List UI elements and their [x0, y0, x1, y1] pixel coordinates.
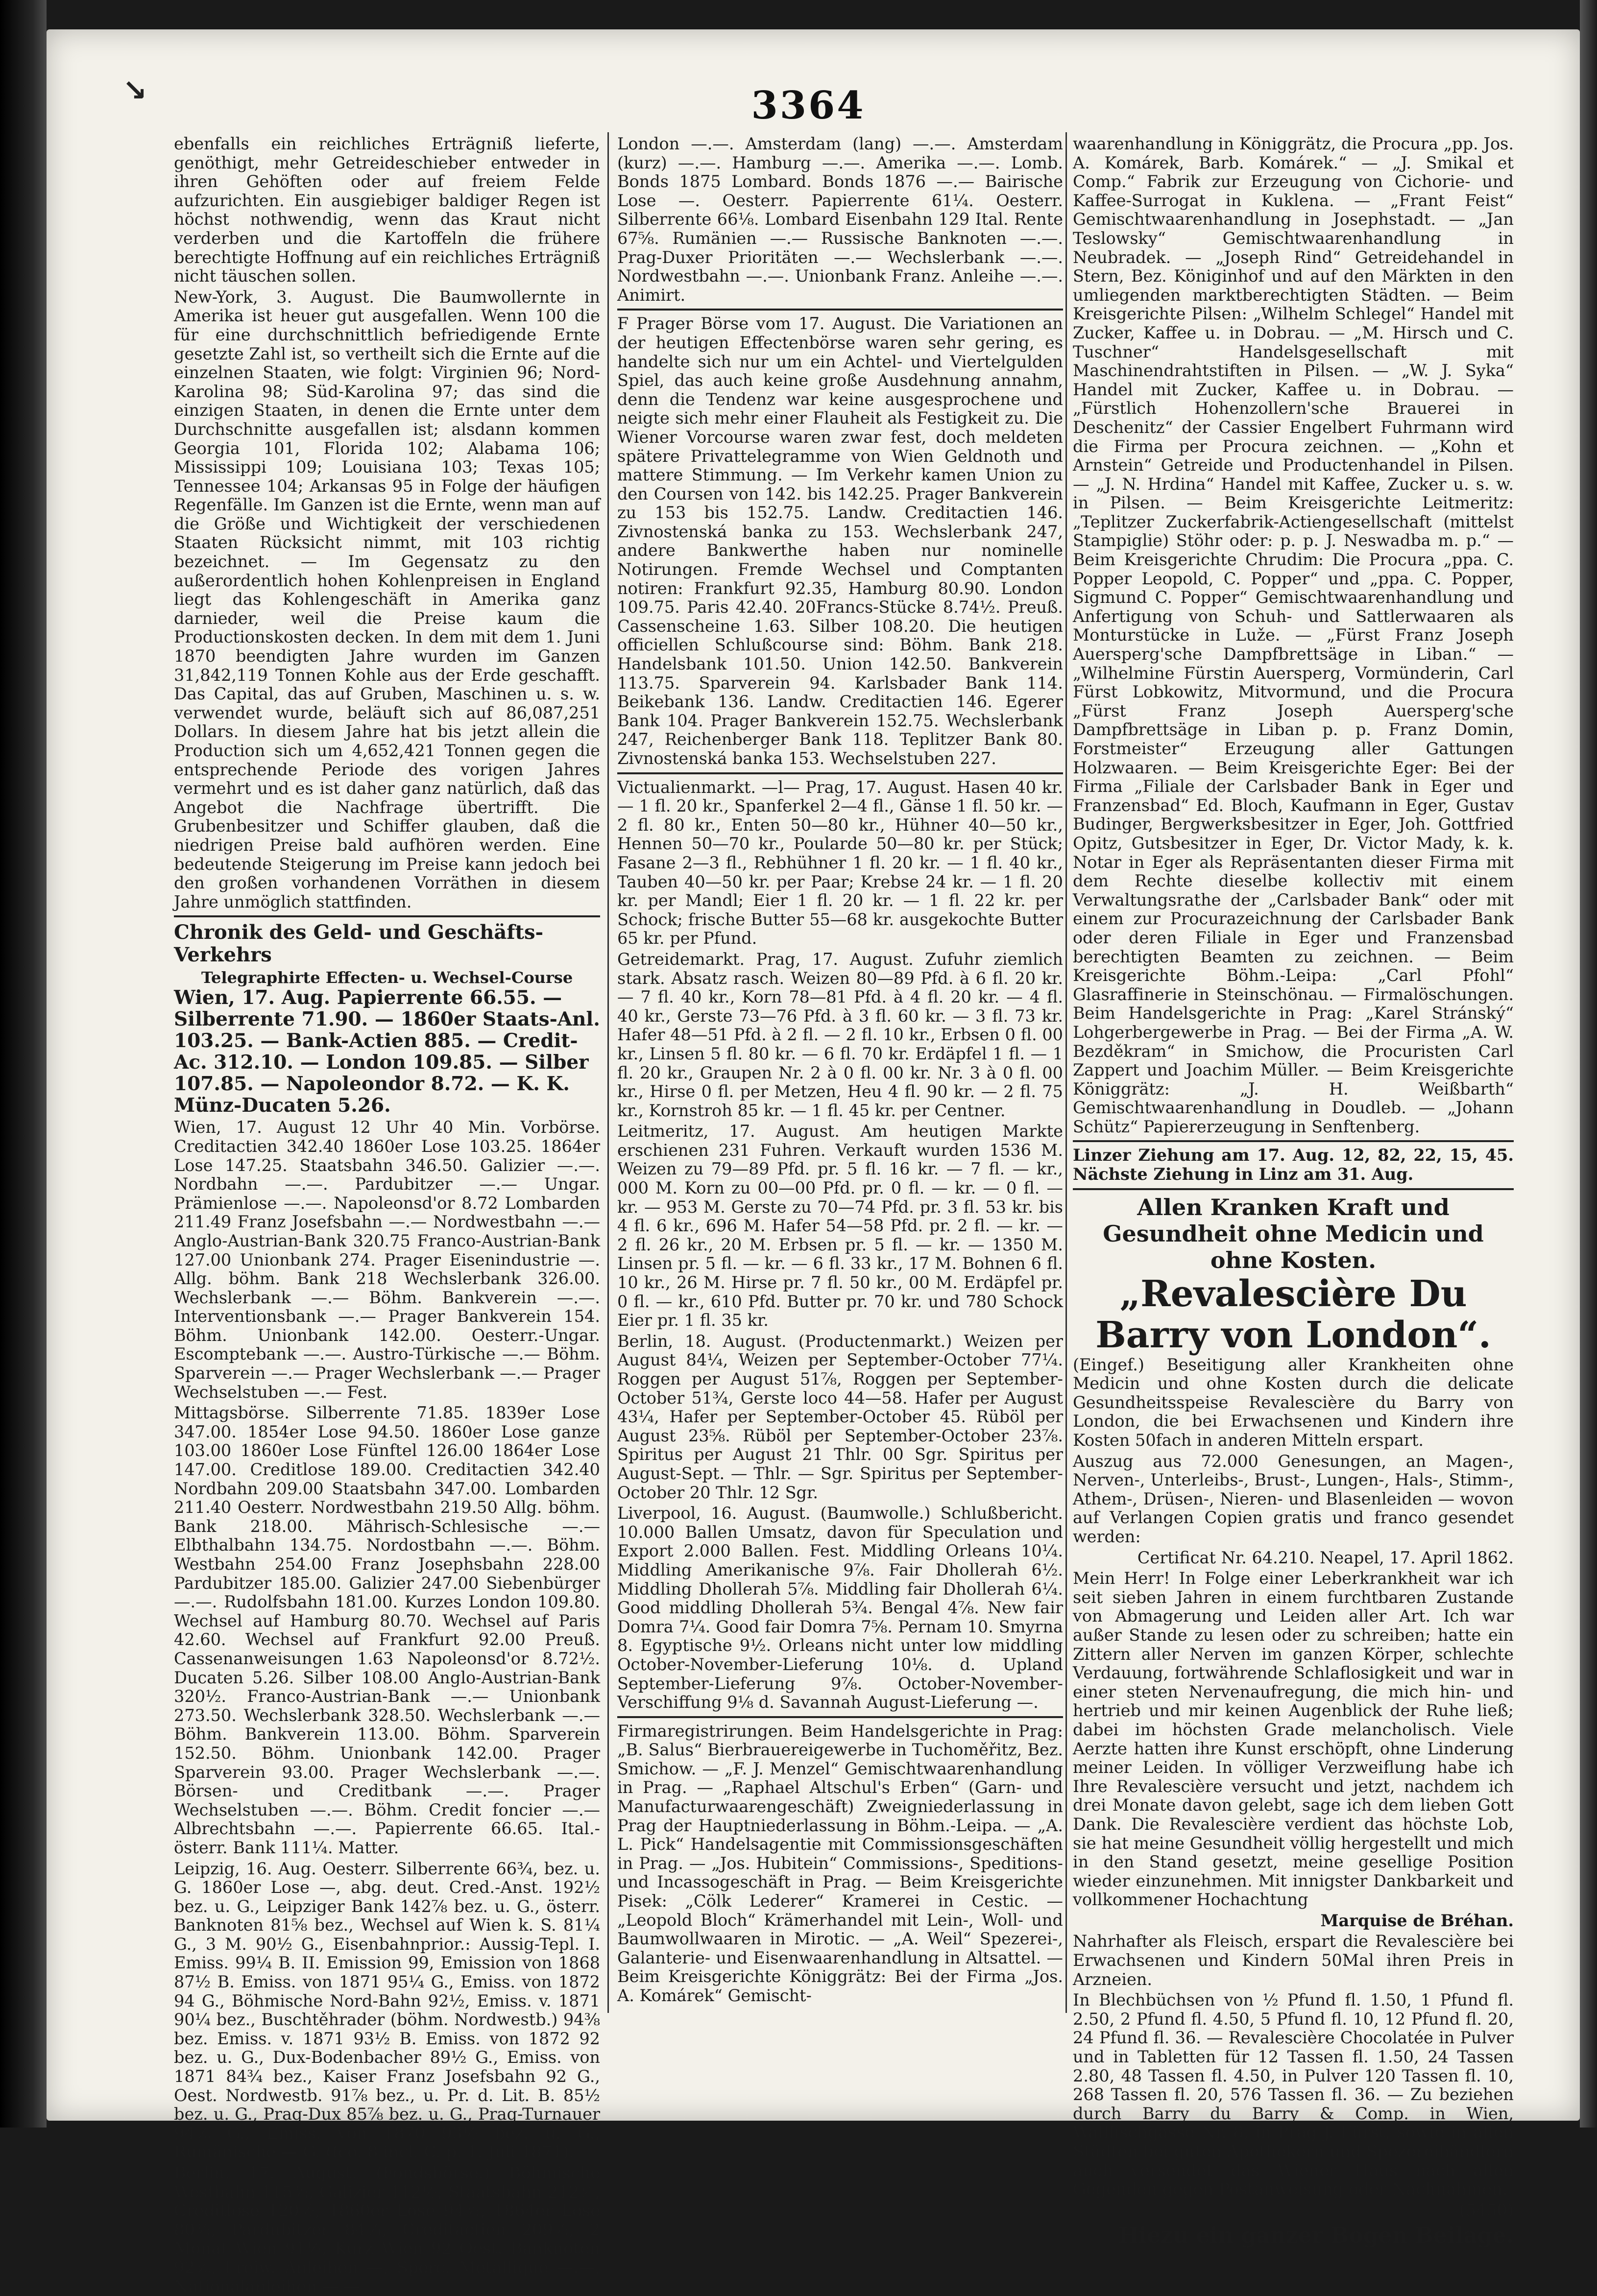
section-divider — [617, 1716, 1063, 1718]
leipzig-report: Leipzig, 16. Aug. Oesterr. Silberrente 66¾, bez. u. G. 1860er Lose —, abg. deut. Cred.-Anst. 192½ bez. u. G., Leipziger Bank 142⅞ bez. u. G., österr. Banknoten 81⅝ bez., Wechsel auf Wien k. S. 81¼ G., 3 M. 90½ G., Eisenbahnprior.: Aussig-Tepl. I. Emiss. 99¼ B. II. Emission 99, Emission von 1868 87½ B. Emiss. von 1871 95¼ G., Emiss. von 1872 94 G., Böhmische Nord-Bahn 92½, Emiss. v. 1871 90¼ bez., Buschtěhrader (böhm. Nordwestb.) 94⅜ bez. Emiss. v. 1871 93½ B. Emiss. von 1872 92 bez. u. G., Dux-Bodenbacher 89½ G., Emiss. von 1871 84¾ bez., Kaiser Franz Josefsbahn 92 G., Oest. Nordwestb. 91⅞ bez., u. Pr. d. Lit. B. 85½ bez. u. G., Prag-Dux 85⅞ bez. u. G., Prag-Turnauer 94⅛ G., Emiss. von 1870 93½ bez. u. G., Rumänische — G. (fco. 8 incl. C. p. 1. Juli 1871). — [174, 1859, 600, 2162]
ad-certificate: Certificat Nr. 64.210. Neapel, 17. April 1862. — [1137, 1548, 1514, 1567]
leitmeritz-market: Leitmeritz, 17. August. Am heutigen Markte erschienen 231 Fuhren. Verkauft wurden 1536 M. Weizen zu 79—89 Pfd. pr. 5 fl. 16 kr. — 7 fl. — kr., 000 M. Korn zu 00—00 Pfd. pr. 0 fl. — kr. — 0 fl. — kr. — 953 M. Gerste zu 70—74 Pfd. pr. 3 fl. 53 kr. bis 4 fl. 6 kr., 696 M. Hafer 54—58 Pfd. pr. 2 fl. — kr. — 2 fl. 26 kr., 20 M. Erbsen pr. 5 fl. — kr. — 1350 M. Linsen pr. 5 fl. — kr. — 6 fl. 33 kr., 17 M. Bohnen 6 fl. 10 kr., 26 M. Hirse pr. 7 fl. 50 kr., 00 M. Erdäpfel pr. 0 fl. — kr., 610 Pfd. Butter pr. 70 kr. und 780 Schock Eier pr. 1 fl. 35 kr. — [617, 1122, 1063, 1330]
column-divider-1 — [607, 132, 609, 2013]
ad-excerpt: Auszug aus 72.000 Genesungen, an Magen-, Nerven-, Unterleibs-, Brust-, Lungen-, Hals-, Stimm-, Athem-, Drüsen-, Nieren- und Blasenleiden — wovon auf Verlangen Copien gratis und franco gesendet werden: — [1073, 1451, 1514, 1546]
section-divider — [1073, 1188, 1514, 1190]
ad-intro: (Eingef.) Beseitigung aller Krankheiten ohne Medicin und ohne Kosten durch die delicate Gesundheitsspeise Revalescière du Barry von London, die bei Erwachsenen und Kindern ihre Kosten 50fach in anderen Mitteln erspart. — [1073, 1355, 1514, 1450]
column-divider-2 — [1065, 132, 1067, 2013]
column-2 — [617, 135, 1063, 2055]
ad-headline: Allen Kranken Kraft und Gesundheit ohne Medicin und ohne Kosten. — [1103, 1194, 1484, 1273]
ad-number: (5450) — [1459, 2200, 1514, 2220]
column-3 — [1073, 134, 1514, 2248]
ad-prices: In Blechbüchsen von ½ Pfund fl. 1.50, 1 Pfund fl. 2.50, 2 Pfund fl. 4.50, 5 Pfund fl. 10, 12 Pfund fl. 20, 24 Pfund fl. 36. — Revalescière Chocolatée in Pulver und in Tabletten für 12 Tassen fl. 1.50, 24 Tassen 2.80, 48 Tassen fl. 4.50, in Pulver 120 Tassen fl. 10, 268 Tassen fl. 20, 576 Tassen fl. 36. — Zu beziehen durch Barry du Barry & Comp. in Wien, Wallfischgasse Nr. 8, in Prag J. Fürst, sowie in allen Städten bei guten Apothekern und Spezereihändlern auch versendet das Wiener Haus nach allen Gegenden gegen Postanweisung oder Nachnahmen. — [1073, 1990, 1514, 2199]
telegraph-quotes: Wien, 17. Aug. Papierrente 66.55. — Silberrente 71.90. — 1860er Staats-Anl. 103.25. — Bank-Actien 885. — Credit-Ac. 312.10. — London 109.85. — Silber 107.85. — Napoleondor 8.72. — K. K. Münz-Ducaten 5.26. — [174, 986, 600, 1117]
ad-product-title: „Revalescière Du Barry von London“. — [1095, 1272, 1491, 1356]
section-divider — [617, 772, 1063, 774]
agri-report-text: ebenfalls ein reichliches Erträgniß lieferte, genöthigt, mehr Getreideschieber entweder in ihren Gehöften oder auf freiem Felde aufzurichten. Ein ausgiebiger baldiger Regen ist höchst nothwendig, wenn das Kraut nicht verderben und die Kartoffeln die frühere berechtigte Hoffnung auf ein reichliches Erträgniß nicht täuschen sollen. — [174, 134, 600, 286]
section-divider — [617, 309, 1063, 311]
berlin-fonds-report: Berlin, 17. August. (Fondsbörse.) Böhmische Westbahn 115¾, Galizier 112½, Staatsbahn 212¾, Creditlose 120½, 1860er Lose 94¾, 1864er Lose 80¾, Pardubitzer 84¼, Creditactien 209¼, 2 Monat Wien 91½, Kurz Wien 92 Oest. Banknoten 92⅝, Freiw. Anleihen —, Sperc. Metallique —.—, Nationalanleihen —.— — [174, 2163, 600, 2296]
newyork-report: New-York, 3. August. Die Baumwollernte in Amerika ist heuer gut ausgefallen. Wenn 100 die für eine durchschnittlich befriedigende Ernte gesetzte Zahl ist, so vertheilt sich die Ernte auf die einzelnen Staaten, wie folgt: Virginien 96; Nord-Karolina 98; Süd-Karolina 97; das sind die einzigen Staaten, in denen die Ernte unter dem Durchschnitte ausgefallen ist; alsdann kommen Georgia 101, Florida 102; Alabama 106; Mississippi 109; Louisiana 103; Texas 105; Tennessee 104; Arkansas 95 in Folge der häufigen Regenfälle. Im Ganzen ist die Ernte, wenn man auf die Größe und Wichtigkeit der verschiedenen Staaten Rücksicht nimmt, mit 103 richtig bezeichnet. — Im Gegensatz zu den außerordentlich hohen Kohlenpreisen in England liegt das Kohlengeschäft in Amerika ganz darnieder, weil die Preise kaum die Productionskosten decken. In dem mit dem 1. Juni 1870 beendigten Jahre wurden im Ganzen 31,842,119 Tonnen Kohle aus der Erde geschafft. Das Capital, das auf Gruben, Maschinen u. s. w. verwendet wurde, beläuft sich auf 86,087,251 Dollars. In diesem Jahre hat bis jetzt allein die Production sich um 4,652,421 Tonnen gegen die entsprechende Periode des vorigen Jahres vermehrt und es ist daher ganz natürlich, daß das Angebot die Nachfrage übertrifft. Die Grubenbesitzer und Schiffer glauben, daß die niedrigen Preise bald aufhören werden. Eine bedeutende Steigerung im Preise kann jedoch bei den großen vorhandenen Vorräthen in diesem Jahre unmöglich stattfinden. — [174, 287, 600, 911]
firm-registrations-cont: waarenhandlung in Königgrätz, die Procura „pp. Jos. A. Komárek, Barb. Komárek.“ — „J. Smikal et Comp.“ Fabrik zur Erzeugung von Cichorie- und Kaffee-Surrogat in Kuklena. — „Frant Feist“ Gemischtwaarenhandlung in Josephstadt. — „Jan Teslowsky“ Gemischtwaarenhandlung in Neubradek. — „Joseph Rind“ Getreidehandel in Stern, Bez. Königinhof und auf den Märkten in den umliegenden marktberechtigten Städten. — Beim Kreisgerichte Pilsen: „Wilhelm Schlegel“ Handel mit Zucker, Kaffee u. in Dobrau. — „M. Hirsch und C. Tuschner“ Handelsgesellschaft mit Maschinendrahtstiften in Pilsen. — „W. J. Syka“ Handel mit Zucker, Kaffee u. in Dobrau. — „Fürstlich Hohenzollern'sche Brauerei in Deschenitz“ der Cassier Engelbert Fuhrmann wird die Firma per Procura zeichnen. — „Kohn et Arnstein“ Getreide und Productenhandel in Pilsen. — „J. N. Hrdina“ Handel mit Kaffee, Zucker u. s. w. in Pilsen. — Beim Kreisgerichte Leitmeritz: „Teplitzer Zuckerfabrik-Actiengesellschaft (mittelst Stampiglie) Stöhr oder: p. p. J. Neswadba m. p.“ — Beim Kreisgerichte Chrudim: Die Procura „ppa. C. Popper Leopold, C. Popper“ und „ppa. C. Popper, Sigmund C. Popper“ Gemischtwaarenhandlung und Anfertigung von Schuh- und Sattlerwaaren als Monturstücke in Luže. — „Fürst Franz Joseph Auersperg'sche Dampfbrettsäge in Liban.“ — „Wilhelmine Fürstin Auersperg, Vormünderin, Carl Fürst Lobkowitz, Mitvormund, und die Procura „Fürst Franz Joseph Auersperg'sche Dampfbrettsäge in Liban p. p. Franz Domin, Forstmeister“ Erzeugung aller Gattungen Holzwaaren. — Beim Kreisgerichte Eger: Bei der Firma „Filiale der Carlsbader Bank in Eger und Franzensbad“ Ed. Bloch, Kaufmann in Eger, Gustav Budinger, Bergwerksbesitzer in Eger, Joh. Gottfried Opitz, Gutsbesitzer in Eger, Dr. Victor Mady, k. k. Notar in Eger als Repräsentanten dieser Firma mit dem Rechte dieselbe kollectiv mit einem Verwaltungsrathe der „Carlsbader Bank“ oder mit einem zur Procurazeichnung der Carlsbader Bank oder deren Filiale in Eger und Franzensbad berechtigten Beamten zu zeichnen. — Beim Kreisgerichte Böhm.-Leipa: „Carl Pfohl“ Glasraffinerie in Steinschönau. — Firmalöschungen. Beim Handelsgerichte in Prag: „Karel Stránský“ Lohgerbergewerbe in Prag. — Bei der Firma „A. W. Bezděkram“ in Smichow, die Procuristen Carl Zappert und Joachim Müller. — Beim Kreisgerichte Königgrätz: „J. H. Weißbarth“ Gemischtwaarenhandlung in Doudleb. — „Johann Schütz“ Papiererzeugung in Senftenberg. — [1073, 134, 1514, 1136]
ad-nutrition: Nahrhafter als Fleisch, erspart die Revalescière bei Erwachsenen und Kindern 50Mal ihren Preis in Arzneien. — [1073, 1932, 1514, 1989]
ad-testimonial: Mein Herr! In Folge einer Leberkrankheit war ich seit sieben Jahren in einem furchtbaren Zustande von Abmagerung und Leiden aller Art. Ich war außer Stande zu lesen oder zu schreiben; hatte ein Zittern aller Nerven im ganzen Körper, schlechte Verdauung, fortwährende Schlaflosigkeit und war in einer steten Nervenaufregung, die mich hin- und hertrieb und mir keinen Augenblick der Ruhe ließ; dabei im höchsten Grade melancholisch. Viele Aerzte hatten ihre Kunst erschöpft, ohne Linderung meiner Leiden. In völliger Verzweiflung habe ich Ihre Revalescière versucht und jetzt, nachdem ich drei Monate davon gelebt, sage ich dem lieben Gott Dank. Die Revalescière verdient das höchste Lob, sie hat meine Gesundheit völlig hergestellt und mich in den Stand gesetzt, meine gesellige Position wieder einzunehmen. Mit innigster Dankbarkeit und vollkommener Hochachtung — [1073, 1569, 1514, 1910]
subheading-telegraph: Telegraphirte Effecten- u. Wechsel-Course — [201, 968, 573, 987]
prague-bourse-report: F Prager Börse vom 17. August. Die Variationen an der heutigen Effectenbörse waren sehr gering, es handelte sich nur um ein Achtel- und Viertelgulden Spiel, das auch keine große Ausdehnung annahm, denn die Tendenz war keine ausgesprochene und neigte sich mehr einer Flauheit als Festigkeit zu. Die Wiener Vorcourse waren zwar fest, doch meldeten spätere Privattelegramme von Wien Geldnoth und mattere Stimmung. — Im Verkehr kamen Union zu den Coursen von 142. bis 142.25. Prager Bankverein zu 153 bis 152.75. Landw. Creditactien 146. Zivnostenská banka zu 153. Wechslerbank 247, andere Bankwerthe haben nur nominelle Notirungen. Fremde Wechsel und Comptanten notiren: Frankfurt 92.35, Hamburg 80.90. London 109.75. Paris 42.40. 20Francs-Stücke 8.74½. Preuß. Cassenscheine 1.63. Silber 108.20. Die heutigen officiellen Schlußcourse sind: Böhm. Bank 218. Handelsbank 101.50. Union 142.50. Bankverein 113.75. Sparverein 94. Karlsbader Bank 114. Beikebank 136. Landw. Creditactien 146. Egerer Bank 104. Prager Bankverein 152.75. Wechslerbank 247, Reichenberger Bank 118. Teplitzer Bank 80. Zivnostenská banka 153. Wechselstuben 227. — [617, 314, 1063, 768]
ad-signature: Marquise de Bréhan. — [1320, 1911, 1514, 1930]
page-number: 3364 — [751, 83, 866, 128]
section-divider — [174, 915, 600, 917]
liverpool-cotton: Liverpool, 16. August. (Baumwolle.) Schlußbericht. 10.000 Ballen Umsatz, davon für Speculation und Export 2.000 Ballen. Fest. Middling Orleans 10¼. Middling Amerikanische 9⅞. Fair Dhollerah 6½. Middling Dhollerah 5⅞. Middling fair Dhollerah 6¼. Good middling Dhollerah 5¾. Bengal 4⅞. New fair Domra 7¼. Good fair Domra 7⅝. Pernam 10. Smyrna 8. Egyptische 9½. Orleans nicht unter low middling October-November-Lieferung 10⅛. d. Upland September-Lieferung 9⅞. October-November-Verschiffung 9⅛ d. Savannah August-Lieferung —. — [617, 1504, 1063, 1712]
market-quotes-cont: London —.—. Amsterdam (lang) —.—. Amsterdam (kurz) —.—. Hamburg —.—. Amerika —.—. Lomb. Bonds 1875 Lombard. Bonds 1876 —.— Bairische Lose —. Oesterr. Papierrente 61¼. Oesterr. Silberrente 66⅛. Lombard Eisenbahn 129 Ital. Rente 67⅝. Rumänien —.— Russische Banknoten —.—. Prag-Duxer Prioritäten —.— Wechslerbank —.—. Nordwestbahn —.—. Unionbank Franz. Anleihe —.—. Animirt. — [617, 134, 1063, 305]
section-divider — [1073, 1140, 1514, 1142]
supplement-note: Hiezu ein ganzer Bogen Beilage. — [1118, 2223, 1514, 2248]
book-gutter-left — [0, 0, 47, 2128]
lottery-draw: Linzer Ziehung am 17. Aug. 12, 82, 22, 15, 45. Nächste Ziehung in Linz am 31. Aug. — [1073, 1146, 1514, 1184]
pen-mark-icon: ↘ — [122, 73, 147, 108]
vienna-prebourse: Wien, 17. August 12 Uhr 40 Min. Vorbörse. Creditactien 342.40 1860er Lose 103.25. 1864er Lose 147.25. Staatsbahn 346.50. Galizier —.—. Nordbahn —.—. Pardubitzer —.— Ungar. Prämienlose —.—. Napoleonsd'or 8.72 Lombarden 211.49 Franz Josefsbahn —.— Nordwestbahn —.— Anglo-Austrian-Bank 320.75 Franco-Austrian-Bank 127.00 Unionbank 274. Prager Eisenindustrie —. Allg. böhm. Bank 218 Wechslerbank 326.00. Wechslerbank —.— Böhm. Bankverein —.—. Interventionsbank —.— Prager Bankverein 154. Böhm. Unionbank 142.00. Oesterr.-Ungar. Escomptebank —.—. Austro-Türkische —.— Böhm. Sparverein —.— Prager Wechslerbank —.— Prager Wechselstuben —.— Fest. — [174, 1118, 600, 1402]
vienna-midday-bourse: Mittagsbörse. Silberrente 71.85. 1839er Lose 347.00. 1854er Lose 94.50. 1860er Lose ganze 103.00 1860er Lose Fünftel 126.00 1864er Lose 147.00. Creditlose 189.00. Creditactien 342.40 Nordbahn 209.00 Staatsbahn 347.00. Lombarden 211.40 Oesterr. Nordwestbahn 219.50 Allg. böhm. Bank 218.00. Mährisch-Schlesische —.— Elbthalbahn 134.75. Nordostbahn —.—. Böhm. Westbahn 254.00 Franz Josephsbahn 228.00 Pardubitzer 185.00. Galizier 247.00 Siebenbürger —.—. Rudolfsbahn 181.00. Kurzes London 109.80. Wechsel auf Hamburg 80.70. Wechsel auf Paris 42.60. Wechsel auf Frankfurt 92.00 Preuß. Cassenanweisungen 1.63 Napoleonsd'or 8.72½. Ducaten 5.26. Silber 108.00 Anglo-Austrian-Bank 320½. Franco-Austrian-Bank —.— Unionbank 273.50. Wechslerbank 328.50. Wechslerbank —.— Böhm. Bankverein 113.00. Böhm. Sparverein 152.50. Böhm. Unionbank 142.00. Prager Sparverein 93.00. Prager Wechslerbank —.—. Börsen- und Creditbank —.—. Prager Wechselstuben —.—. Böhm. Credit foncier —.— Albrechtsbahn —.—. Papierrente 66.65. Ital.-österr. Bank 111¼. Matter. — [174, 1403, 600, 1857]
section-heading-chronik: Chronik des Geld- und Geschäfts-Verkehrs — [174, 921, 544, 967]
berlin-products: Berlin, 18. August. (Productenmarkt.) Weizen per August 84¼, Weizen per September-October 77¼. Roggen per August 51⅞, Roggen per September-October 51¾, Gerste loco 44—58. Hafer per August 43¼, Hafer per September-October 45. Rüböl per August 23⅝. Rüböl per September-October 23⅞. Spiritus per August 21 Thlr. 00 Sgr. Spiritus per August-Sept. — Thlr. — Sgr. Spiritus per September-October 20 Thlr. 12 Sgr. — [617, 1331, 1063, 1502]
column-1 — [174, 134, 600, 2296]
grain-market: Getreidemarkt. Prag, 17. August. Zufuhr ziemlich stark. Absatz rasch. Weizen 80—89 Pfd. à 6 fl. 20 kr. — 7 fl. 40 kr., Korn 78—81 Pfd. à 4 fl. 20 kr. — 4 fl. 40 kr., Gerste 73—76 Pfd. à 3 fl. 60 kr. — 3 fl. 73 kr. Hafer 48—51 Pfd. à 2 fl. — 2 fl. 10 kr., Erbsen 0 fl. 00 kr., Linsen 5 fl. 80 kr. — 6 fl. 70 kr. Erdäpfel 1 fl. — 1 fl. 20 kr., Graupen Nr. 2 à 0 fl. 00 kr. Nr. 3 à 0 fl. 00 kr., Hirse 0 fl. per Metzen, Heu 4 fl. 90 kr. — 2 fl. 75 kr., Kornstroh 85 kr. — 1 fl. 45 kr. per Centner. — [617, 949, 1063, 1120]
victuals-market: Victualienmarkt. —l— Prag, 17. August. Hasen 40 kr. — 1 fl. 20 kr., Spanferkel 2—4 fl., Gänse 1 fl. 50 kr. — 2 fl. 80 kr., Enten 50—80 kr., Hühner 40—50 kr., Hennen 50—70 kr., Poularde 50—80 kr. per Stück; Fasane 2—3 fl., Rebhühner 1 fl. 20 kr. — 1 fl. 40 kr., Tauben 40—50 kr. per Paar; Krebse 24 kr. — 1 fl. 20 kr. per Mandl; Eier 1 fl. 20 kr. — 1 fl. 22 kr. per Schock; frische Butter 55—68 kr. ausgekochte Butter 65 kr. per Pfund. — [617, 777, 1063, 948]
firm-registrations: Firmaregistrirungen. Beim Handelsgerichte in Prag: „B. Salus“ Bierbrauereigewerbe in Tuchoměřitz, Bez. Smichow. — „F. J. Menzel“ Gemischtwaarenhandlung in Prag. — „Raphael Altschul's Erben“ (Garn- und Manufacturwaarengeschäft) Zweigniederlassung in Prag der Hauptniederlassung in Böhm.-Leipa. — „A. L. Pick“ Handelsagentie mit Commissionsgeschäften in Prag. — „Jos. Hubitein“ Commissions-, Speditions- und Incassogeschäft in Prag. — Beim Kreisgerichte Pisek: „Cölk Lederer“ Kramerei in Cestic. — „Leopold Bloch“ Krämerhandel mit Lein-, Woll- und Baumwollwaaren in Mirotic. — „A. Weil“ Spezerei-, Galanterie- und Eisenwaarenhandlung in Altsattel. — Beim Kreisgerichte Königgrätz: Bei der Firma „Jos. A. Komárek“ Gemischt- — [617, 1721, 1063, 2005]
book-gutter-right — [1580, 0, 1597, 2128]
